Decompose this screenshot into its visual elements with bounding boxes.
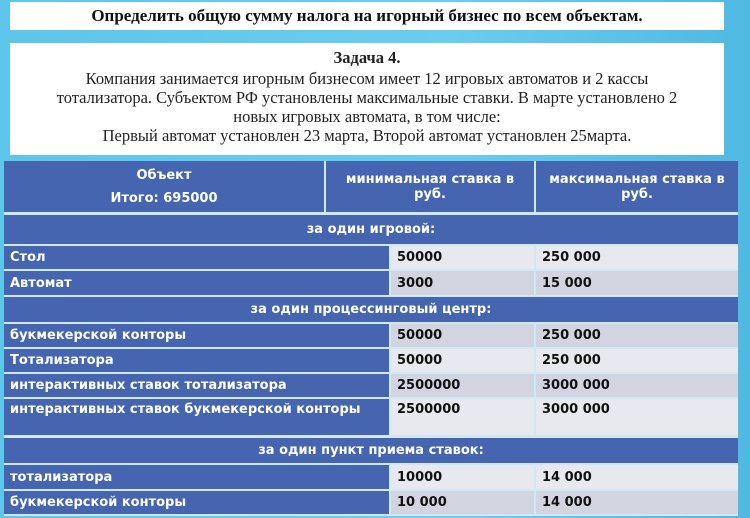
header-object-label: Объект bbox=[136, 167, 192, 183]
row-name: интерактивных ставок тотализатора bbox=[4, 374, 389, 397]
header-min-line1: минимальная ставка в bbox=[345, 171, 515, 187]
row-max: 250 000 bbox=[536, 349, 738, 372]
section-header bbox=[4, 297, 738, 322]
row-name: Автомат bbox=[4, 271, 389, 295]
table-row bbox=[4, 491, 738, 514]
row-max: 14 000 bbox=[536, 491, 738, 514]
page-title: Определить общую сумму налога на игорный бизнес по всем объектам. bbox=[91, 6, 643, 25]
row-name: интерактивных ставок букмекерской конторы bbox=[4, 399, 389, 435]
task-line: новых игровых автомата, в том числе: bbox=[233, 107, 501, 126]
section-header bbox=[4, 438, 738, 463]
section-title: за один игровой: bbox=[4, 215, 738, 244]
row-name: букмекерской конторы bbox=[4, 324, 389, 347]
row-min: 50000 bbox=[391, 349, 534, 372]
row-max: 250 000 bbox=[536, 246, 738, 269]
row-min: 50000 bbox=[391, 324, 534, 347]
row-max: 14 000 bbox=[536, 465, 738, 489]
table-row bbox=[4, 399, 738, 435]
row-min: 2500000 bbox=[391, 399, 534, 435]
table-row bbox=[4, 271, 738, 295]
header-min-rate bbox=[326, 161, 534, 212]
row-max: 3000 000 bbox=[536, 374, 738, 397]
header-min-line2: руб. bbox=[414, 186, 446, 202]
section-header bbox=[4, 215, 738, 244]
task-heading: Задача 4. bbox=[333, 48, 401, 67]
header-max-line1: максимальная ставка в bbox=[549, 171, 725, 187]
task-line: Первый автомат установлен 23 марта, Второй автомат установлен 25марта. bbox=[102, 126, 632, 145]
row-max: 250 000 bbox=[536, 324, 738, 347]
row-name: букмекерской конторы bbox=[4, 491, 389, 514]
header-object bbox=[4, 161, 324, 212]
row-name: Тотализатора bbox=[4, 349, 389, 372]
header-max-line2: руб. bbox=[621, 186, 653, 202]
table-header bbox=[4, 161, 738, 212]
row-min: 50000 bbox=[391, 246, 534, 269]
row-max: 3000 000 bbox=[536, 399, 738, 435]
section-title: за один процессинговый центр: bbox=[4, 297, 738, 322]
header-total: Итого: 695000 bbox=[110, 190, 218, 206]
task-description bbox=[10, 43, 724, 155]
table-row bbox=[4, 349, 738, 372]
row-max: 15 000 bbox=[536, 271, 738, 295]
header-max-rate bbox=[536, 161, 738, 212]
table-row bbox=[4, 246, 738, 269]
section-title: за один пункт приема ставок: bbox=[4, 438, 738, 463]
table-row bbox=[4, 324, 738, 347]
row-min: 10 000 bbox=[391, 491, 534, 514]
title-banner bbox=[10, 2, 724, 30]
row-min: 10000 bbox=[391, 465, 534, 489]
table-row bbox=[4, 465, 738, 489]
task-line: Компания занимается игорным бизнесом имеет 12 игровых автоматов и 2 кассы bbox=[85, 69, 649, 88]
table-row bbox=[4, 374, 738, 397]
row-min: 2500000 bbox=[391, 374, 534, 397]
rates-table bbox=[4, 161, 738, 516]
task-line: тотализатора. Субъектом РФ установлены максимальные ставки. В марте установлено 2 bbox=[56, 88, 678, 107]
row-name: Стол bbox=[4, 246, 389, 269]
row-name: тотализатора bbox=[4, 465, 389, 489]
row-min: 3000 bbox=[391, 271, 534, 295]
